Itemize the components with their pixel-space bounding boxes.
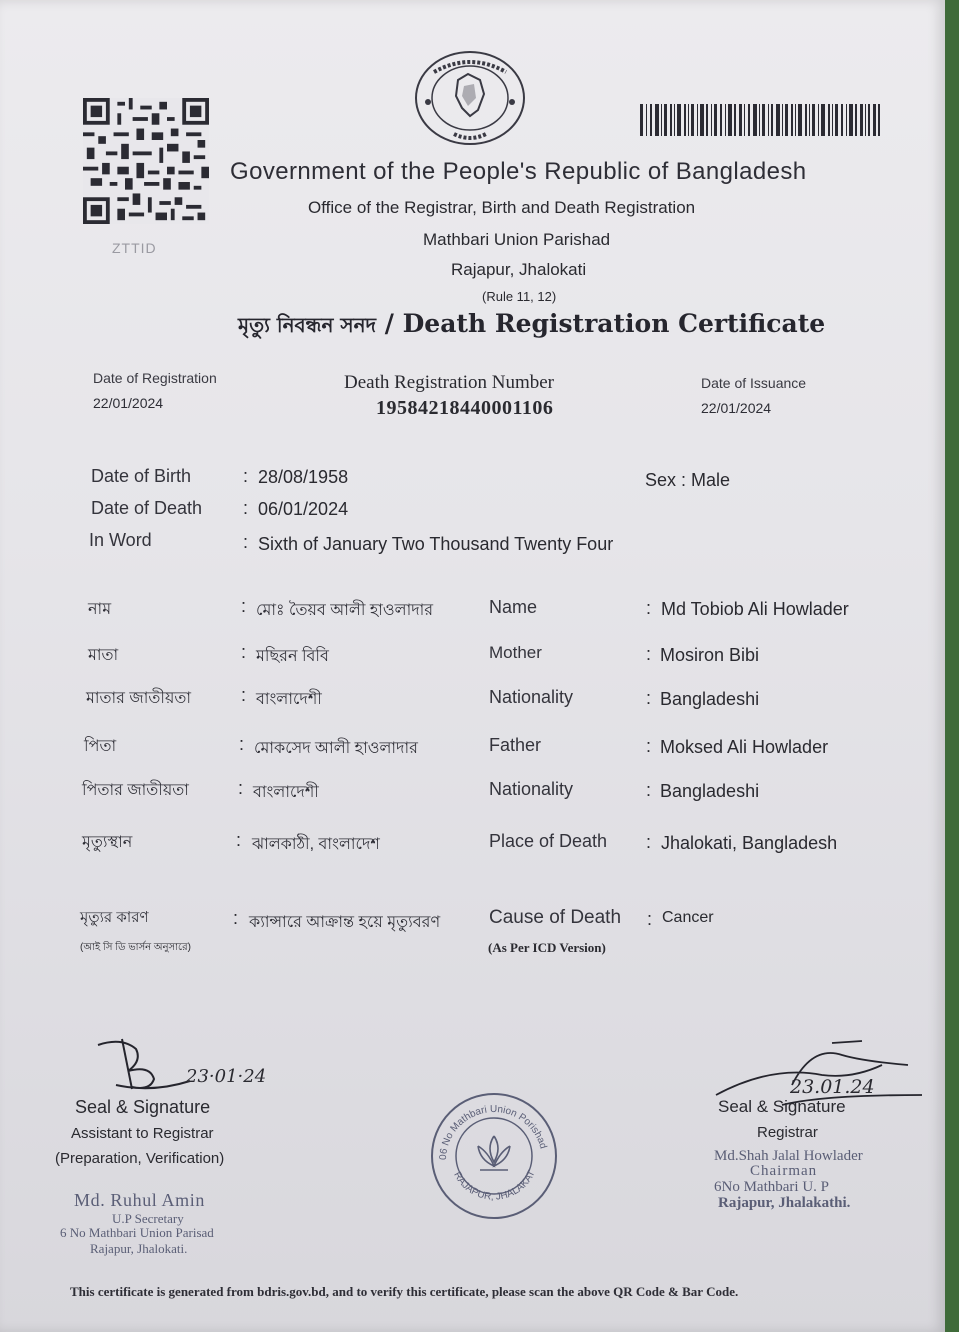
government-emblem-icon (414, 50, 526, 146)
mother-en-colon: : (646, 644, 652, 664)
issuance-date-label: Date of Issuance (701, 375, 807, 391)
cause-en-colon: : (647, 909, 653, 929)
barcode-icon (640, 104, 880, 136)
certificate-title (238, 309, 825, 344)
father-en-colon: : (646, 736, 652, 756)
father-nationality-en-colon: : (646, 780, 652, 800)
in-word-colon: : (243, 532, 249, 552)
assistant-stamp-title: U.P Secretary (112, 1211, 184, 1226)
dod-label: Date of Death (91, 498, 203, 518)
mother-bn-colon: : (241, 642, 247, 662)
certificate-title-bn: মৃত্যু নিবন্ধন সনদ (238, 313, 377, 337)
assistant-stamp-place: Rajapur, Jhalokati. (90, 1241, 188, 1256)
place-of-death-bn-value: ঝালকাঠী, বাংলাদেশ (252, 836, 380, 853)
place-of-death-en-colon: : (646, 832, 652, 852)
mother-nationality-en-value: Bangladeshi (660, 689, 760, 709)
father-bn-label: পিতা (84, 738, 117, 755)
mother-nationality-en-colon: : (646, 688, 652, 708)
mother-bn-label: মাতা (88, 647, 119, 664)
certificate-title-en: Death Registration Certificate (402, 309, 826, 338)
sex-value: Sex : Male (645, 470, 731, 490)
assistant-role-note: (Preparation, Verification) (55, 1150, 225, 1167)
union-parishad-seal-icon (428, 1090, 560, 1222)
registrar-stamp-place: Rajapur, Jhalakathi. (718, 1195, 851, 1211)
assistant-stamp-name: Md. Ruhul Amin (74, 1190, 205, 1210)
cause-bn-value: ক্যান্সারে আক্রান্ত হয়ে মৃত্যুবরণ (249, 914, 441, 931)
mother-en-label: Mother (489, 643, 542, 662)
qr-caption: ZTTID (112, 240, 157, 256)
registrar-stamp-office: 6No Mathbari U. P (714, 1179, 829, 1195)
dob-value: 28/08/1958 (258, 467, 349, 487)
mother-nationality-bn-label: মাতার জাতীয়তা (86, 690, 192, 707)
father-nationality-bn-value: বাংলাদেশী (253, 784, 319, 801)
name-bn-label: নাম (88, 601, 112, 618)
assistant-role: Assistant to Registrar (71, 1125, 214, 1142)
registrar-role: Registrar (757, 1124, 818, 1141)
father-en-value: Moksed Ali Howlader (660, 737, 829, 757)
seal-ring-text: 06 No Mathbari Union Porishad (437, 1103, 549, 1161)
parishad-name: Mathbari Union Parishad (423, 230, 611, 249)
name-en-label: Name (489, 597, 538, 617)
mother-nationality-bn-value: বাংলাদেশী (256, 691, 322, 708)
father-bn-value: মোকসেদ আলী হাওলাদার (254, 740, 418, 757)
mother-nationality-en-label: Nationality (489, 687, 574, 707)
right-seal-label: Seal & Signature (718, 1097, 846, 1116)
dod-value: 06/01/2024 (258, 499, 349, 519)
name-en-value: Md Tobiob Ali Howlader (661, 599, 849, 619)
cause-en-note: (As Per ICD Version) (488, 940, 606, 955)
father-nationality-bn-colon: : (238, 778, 244, 798)
registration-number: 19584218440001106 (376, 397, 554, 419)
rule-reference: (Rule 11, 12) (482, 289, 557, 304)
issuance-date: 22/01/2024 (701, 400, 772, 416)
registration-date-label: Date of Registration (93, 370, 217, 386)
district-name: Rajapur, Jhalokati (451, 260, 587, 279)
assistant-signature-date: 23·01·24 (186, 1066, 267, 1087)
place-of-death-bn-colon: : (236, 830, 242, 850)
qr-code-icon (80, 98, 212, 224)
name-bn-colon: : (241, 596, 247, 616)
cause-en-value: Cancer (662, 909, 714, 926)
registration-date: 22/01/2024 (93, 395, 164, 411)
dob-colon: : (243, 466, 249, 486)
name-en-colon: : (646, 598, 652, 618)
father-nationality-en-label: Nationality (489, 779, 574, 799)
assistant-stamp-office: 6 No Mathbari Union Parisad (60, 1225, 214, 1240)
registrar-stamp-name: Md.Shah Jalal Howlader (714, 1148, 863, 1164)
mother-nationality-bn-colon: : (241, 685, 247, 705)
father-nationality-bn-label: পিতার জাতীয়তা (82, 782, 189, 799)
place-of-death-en-value: Jhalokati, Bangladesh (661, 833, 838, 853)
verification-footer: This certificate is generated from bdris.gov.bd, and to verify this certificate, please scan the above QR Code & Bar Code. (70, 1284, 739, 1299)
registrar-signature-date: 23.01.24 (790, 1076, 875, 1098)
left-seal-label: Seal & Signature (75, 1097, 211, 1117)
title-separator: / (376, 309, 403, 338)
in-word-value: Sixth of January Two Thousand Twenty Four (258, 534, 614, 554)
registrar-stamp-title: Chairman (750, 1163, 818, 1179)
cause-bn-colon: : (233, 908, 239, 928)
cause-bn-label: মৃত্যুর কারণ (80, 909, 149, 926)
government-title: Government of the People's Republic of Bangladesh (230, 158, 807, 185)
mother-bn-value: মছিরন বিবি (256, 648, 329, 665)
in-word-label: In Word (89, 530, 152, 550)
dod-colon: : (243, 498, 249, 518)
cause-bn-note: (আই সি ডি ভার্সন অনুসারে) (80, 942, 191, 953)
father-bn-colon: : (239, 734, 245, 754)
name-bn-value: মোঃ তৈয়ব আলী হাওলাদার (256, 602, 434, 619)
office-name: Office of the Registrar, Birth and Death Registration (308, 198, 696, 217)
dob-label: Date of Birth (91, 466, 192, 486)
place-of-death-bn-label: মৃত্যুস্থান (82, 834, 133, 851)
registration-number-label: Death Registration Number (344, 372, 555, 393)
cause-en-label: Cause of Death (489, 907, 622, 928)
seal-bottom-text: RAJAPUR, JHALAKAT (451, 1168, 538, 1203)
father-en-label: Father (489, 735, 542, 755)
mother-en-value: Mosiron Bibi (660, 645, 760, 665)
father-nationality-en-value: Bangladeshi (660, 781, 760, 801)
place-of-death-en-label: Place of Death (489, 831, 608, 851)
